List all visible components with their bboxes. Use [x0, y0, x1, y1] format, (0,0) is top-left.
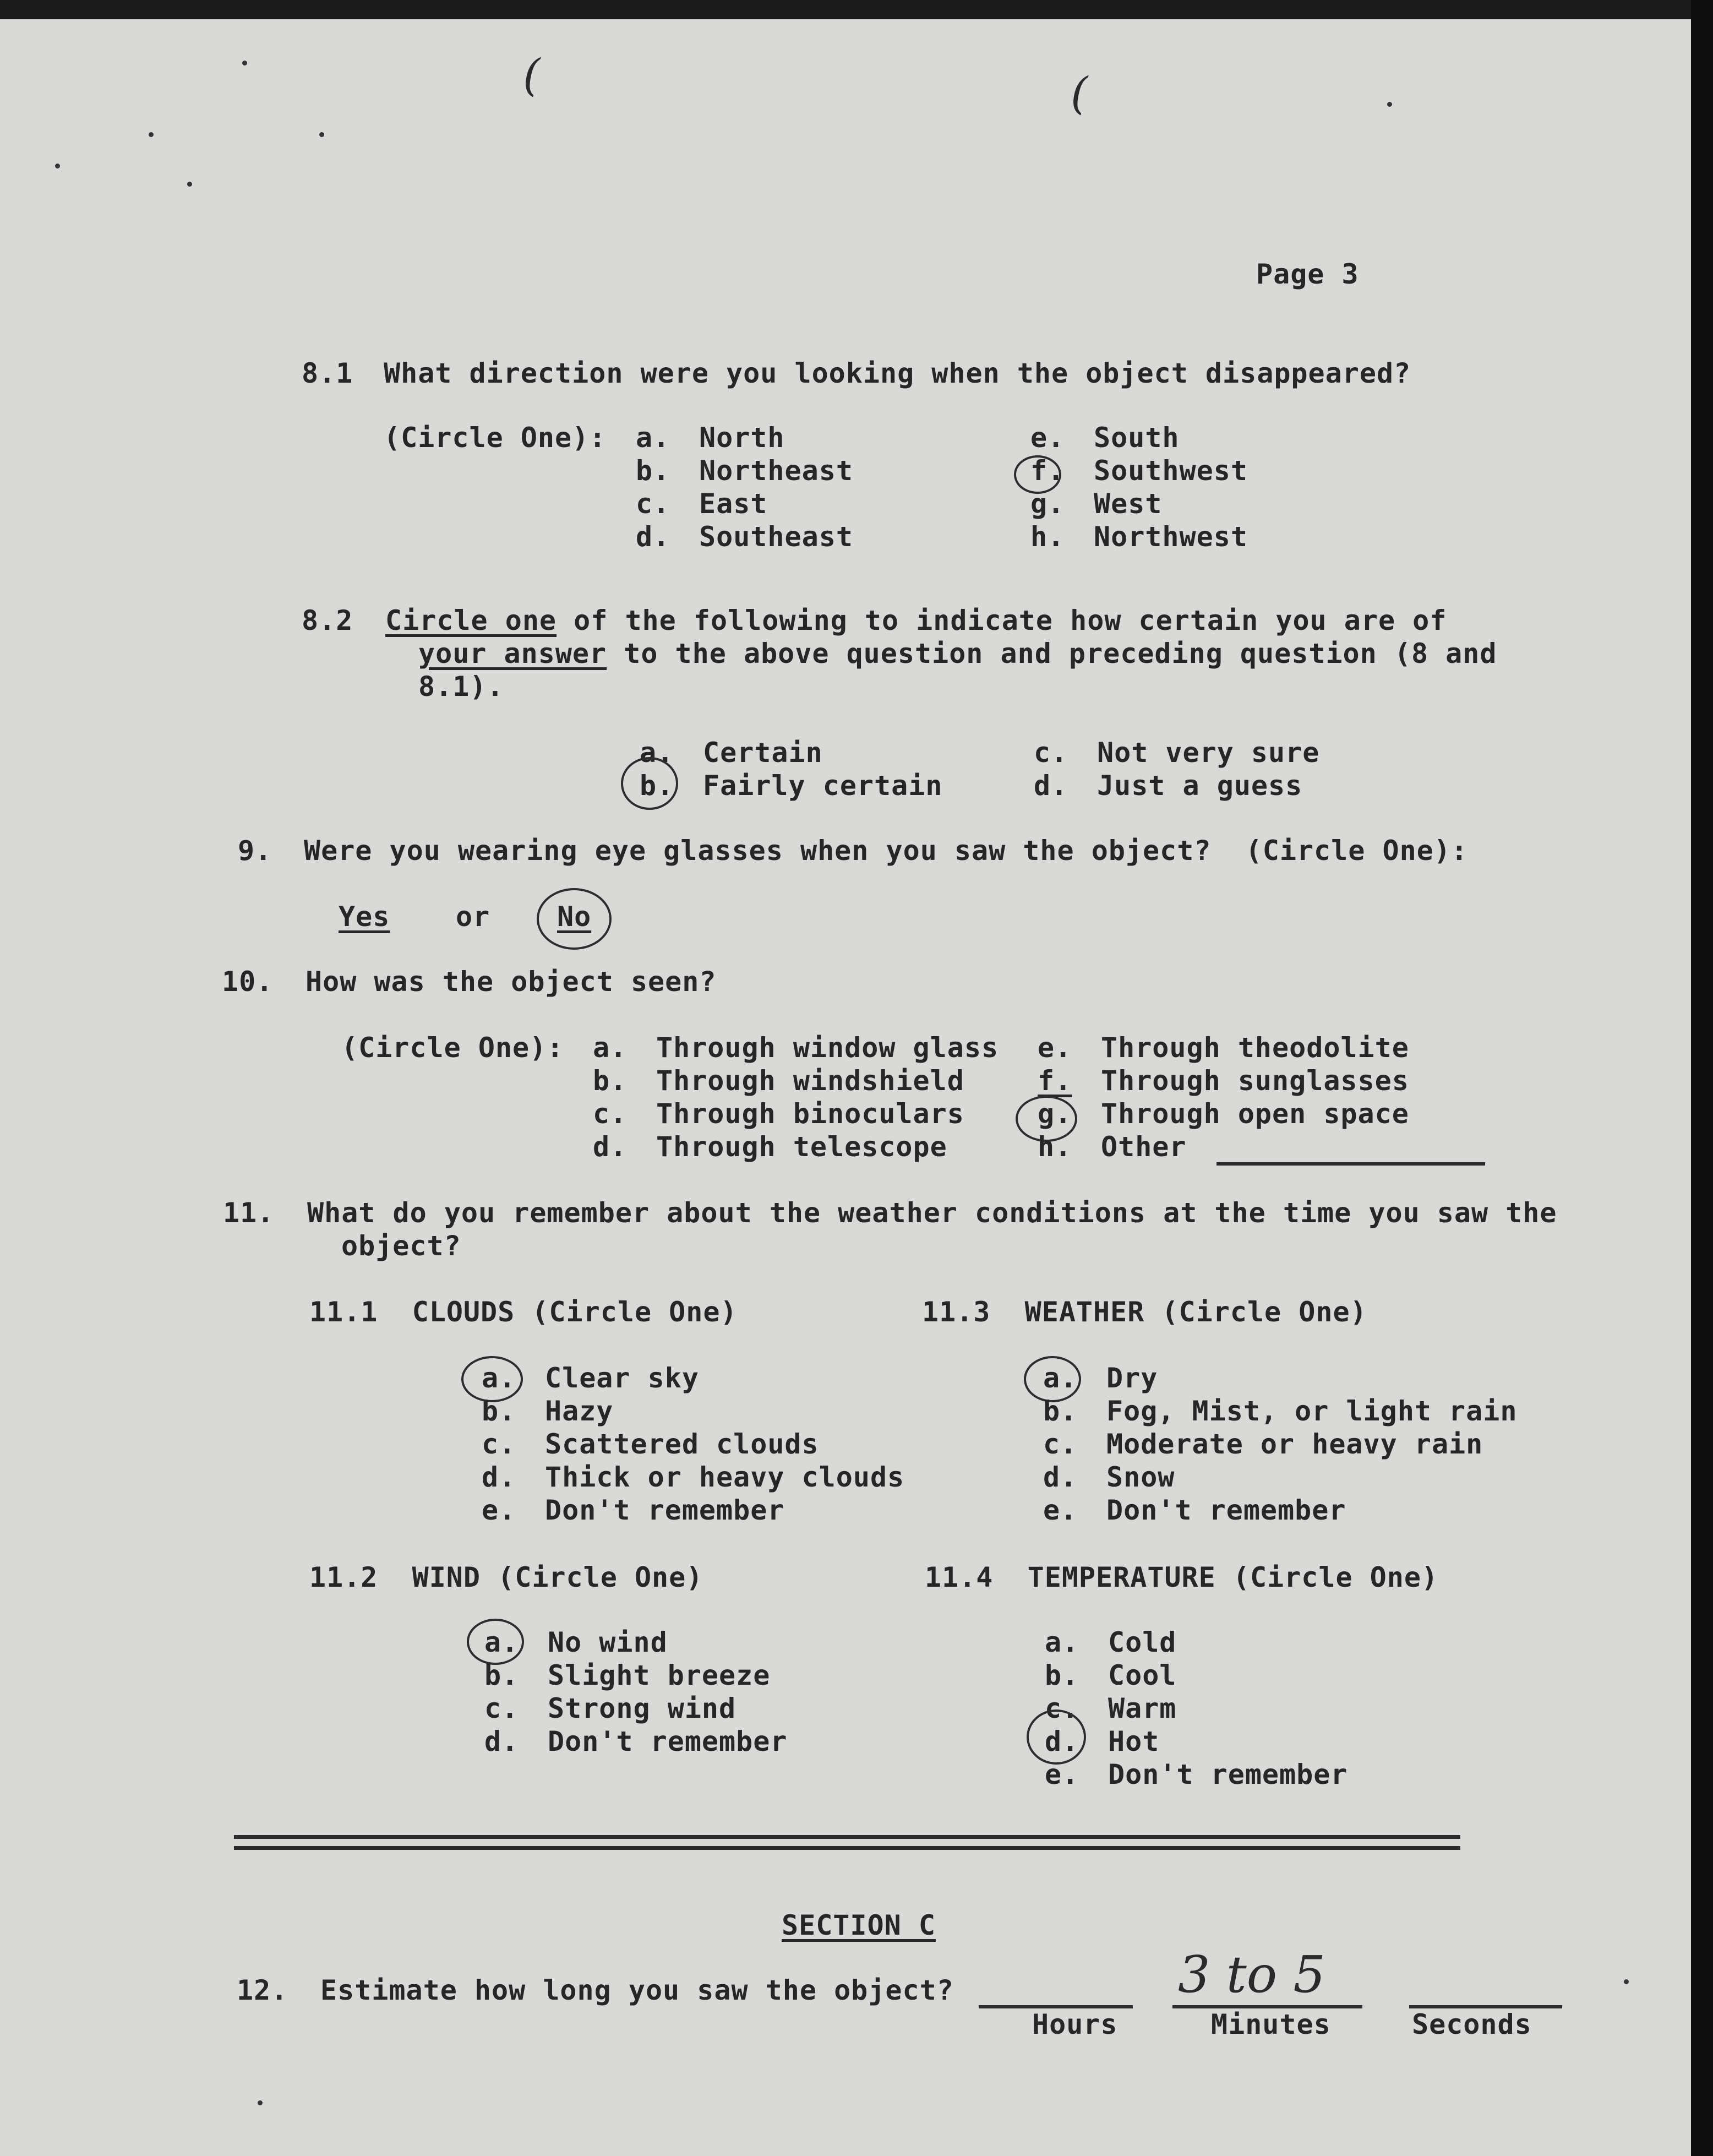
- q8-1-option-letter: e.: [1030, 422, 1065, 454]
- wind-option-letter: c.: [484, 1692, 519, 1724]
- weather-option-letter: d.: [1043, 1461, 1078, 1493]
- q8-1-option-text: East: [699, 488, 768, 520]
- wind-option-text: Don't remember: [548, 1725, 788, 1757]
- q10-option-letter: f.: [1038, 1065, 1072, 1097]
- weather-option-text: Moderate or heavy rain: [1106, 1428, 1483, 1460]
- q10-option-letter: a.: [593, 1032, 628, 1064]
- q9-yes-option: Yes: [339, 901, 390, 933]
- q12-question: Estimate how long you saw the object?: [320, 1974, 954, 2006]
- speck: [1624, 1979, 1629, 1984]
- q10-option-text: Through theodolite: [1101, 1032, 1409, 1064]
- q8-2-text: of the following to indicate how certain you are of: [557, 605, 1447, 636]
- wind-option-text: Strong wind: [548, 1692, 737, 1724]
- document-page: [0, 19, 1691, 2156]
- q10-option-text: Through windshield: [656, 1065, 964, 1097]
- speck: [149, 132, 154, 137]
- q8-2-option-letter: b.: [640, 770, 674, 802]
- clouds-option-text: Thick or heavy clouds: [545, 1461, 905, 1493]
- temperature-option-letter: a.: [1045, 1626, 1079, 1658]
- temperature-option-letter: b.: [1045, 1659, 1079, 1691]
- q10-instruction: (Circle One):: [341, 1032, 564, 1064]
- wind-option-text: No wind: [548, 1626, 668, 1658]
- weather-option-text: Dry: [1106, 1362, 1158, 1394]
- clouds-option-letter: b.: [482, 1395, 516, 1427]
- temperature-option-text: Don't remember: [1108, 1758, 1348, 1790]
- q8-1-option-text: Southwest: [1094, 455, 1248, 487]
- temperature-option-letter: c.: [1045, 1692, 1079, 1724]
- q8-1-option-text: Northeast: [699, 455, 853, 487]
- q8-2-text: to the above question and preceding question (8 and: [607, 638, 1497, 669]
- clouds-option-letter: e.: [482, 1494, 516, 1526]
- other-answer-line: [1216, 1162, 1485, 1166]
- clouds-option-letter: a.: [482, 1362, 516, 1394]
- q8-1-question: What direction were you looking when the object disappeared?: [384, 357, 1411, 389]
- section-divider: [234, 1835, 1460, 1839]
- q8-1-option-letter: d.: [636, 521, 670, 553]
- hand-drawn-circle: [537, 888, 612, 950]
- section-c-heading: SECTION C: [782, 1909, 936, 1941]
- hand-drawn-circle: [1027, 1709, 1086, 1765]
- q10-option-text: Through window glass: [656, 1032, 999, 1064]
- q10-option-text: Through sunglasses: [1101, 1065, 1409, 1097]
- wind-option-letter: b.: [484, 1659, 519, 1691]
- q8-1-option-text: North: [699, 422, 785, 454]
- wind-option-letter: a.: [484, 1626, 519, 1658]
- section-divider: [234, 1846, 1460, 1850]
- q8-1-option-text: West: [1094, 488, 1163, 520]
- q8-2-option-letter: d.: [1034, 770, 1068, 802]
- q8-2-line2: [418, 637, 1497, 670]
- minutes-label: Minutes: [1211, 2008, 1331, 2040]
- wind-option-text: Slight breeze: [548, 1659, 771, 1691]
- q9-or-text: or: [456, 901, 490, 933]
- wind-heading: 11.2 WIND (Circle One): [309, 1561, 703, 1593]
- speck: [258, 2100, 263, 2105]
- clouds-option-letter: c.: [482, 1428, 516, 1460]
- q10-option-text: Other: [1101, 1131, 1187, 1163]
- q8-2-option-text: Fairly certain: [703, 770, 943, 802]
- q8-1-option-letter: g.: [1030, 488, 1065, 520]
- q8-2-option-letter: a.: [640, 737, 674, 769]
- q10-option-letter: d.: [593, 1131, 628, 1163]
- weather-option-letter: b.: [1043, 1395, 1078, 1427]
- q8-1-option-text: Northwest: [1094, 521, 1248, 553]
- temperature-option-text: Warm: [1108, 1692, 1177, 1724]
- q8-2-underlined-text: Circle one: [385, 605, 557, 636]
- weather-option-letter: e.: [1043, 1494, 1078, 1526]
- temperature-heading: 11.4 TEMPERATURE (Circle One): [925, 1561, 1439, 1593]
- speck: [55, 164, 60, 168]
- q10-option-letter: b.: [593, 1065, 628, 1097]
- q9-question: Were you wearing eye glasses when you saw the object? (Circle One):: [304, 835, 1468, 867]
- hours-label: Hours: [1032, 2008, 1118, 2040]
- q9-number: 9.: [238, 835, 272, 867]
- q10-option-text: Through open space: [1101, 1098, 1409, 1130]
- scan-edge: [1691, 0, 1713, 2156]
- q8-1-instruction: (Circle One):: [384, 422, 607, 454]
- clouds-option-text: Hazy: [545, 1395, 614, 1427]
- q11-question-line2: object?: [341, 1230, 461, 1262]
- q8-1-option-text: Southeast: [699, 521, 853, 553]
- q10-option-text: Through binoculars: [656, 1098, 964, 1130]
- temperature-option-letter: d.: [1045, 1725, 1079, 1757]
- q8-1-option-letter: b.: [636, 455, 670, 487]
- weather-option-text: Don't remember: [1106, 1494, 1346, 1526]
- temperature-option-text: Cold: [1108, 1626, 1177, 1658]
- q8-2-underlined-text: your answer: [418, 638, 607, 669]
- q8-2-line1: [385, 604, 1447, 637]
- q10-option-letter: c.: [593, 1098, 628, 1130]
- clouds-option-text: Don't remember: [545, 1494, 785, 1526]
- q11-question-line1: What do you remember about the weather conditions at the time you saw the: [307, 1197, 1557, 1229]
- speck: [242, 61, 247, 66]
- wind-option-letter: d.: [484, 1725, 519, 1757]
- clouds-option-letter: d.: [482, 1461, 516, 1493]
- speck: [319, 132, 324, 137]
- weather-option-letter: c.: [1043, 1428, 1078, 1460]
- q10-question: How was the object seen?: [305, 966, 717, 998]
- speck: [1387, 102, 1392, 107]
- punch-mark-right: (: [1071, 68, 1088, 119]
- q8-1-option-letter: c.: [636, 488, 670, 520]
- q12-number: 12.: [237, 1974, 288, 2006]
- q10-option-letter: g.: [1038, 1098, 1072, 1130]
- q9-no-option: No: [557, 901, 592, 933]
- temperature-option-text: Cool: [1108, 1659, 1177, 1691]
- q8-2-option-text: Not very sure: [1097, 737, 1320, 769]
- q10-number: 10.: [222, 966, 274, 998]
- seconds-label: Seconds: [1412, 2008, 1532, 2040]
- q8-2-option-text: Just a guess: [1097, 770, 1303, 802]
- q8-1-number: 8.1: [302, 357, 353, 389]
- q8-2-line3: 8.1).: [418, 671, 504, 703]
- clouds-option-text: Scattered clouds: [545, 1428, 819, 1460]
- weather-option-text: Snow: [1106, 1461, 1175, 1493]
- q10-option-text: Through telescope: [656, 1131, 947, 1163]
- weather-option-letter: a.: [1043, 1362, 1078, 1394]
- weather-heading: 11.3 WEATHER (Circle One): [922, 1296, 1367, 1328]
- q8-2-option-text: Certain: [703, 737, 823, 769]
- weather-option-text: Fog, Mist, or light rain: [1106, 1395, 1518, 1427]
- punch-mark-left: (: [523, 50, 541, 101]
- q8-2-option-letter: c.: [1034, 737, 1068, 769]
- minutes-handwritten-value: 3 to 5: [1178, 1945, 1325, 2004]
- q10-option-letter: e.: [1038, 1032, 1072, 1064]
- q8-2-number: 8.2: [302, 605, 353, 636]
- page-number: Page 3: [1256, 258, 1359, 290]
- clouds-option-text: Clear sky: [545, 1362, 699, 1394]
- hand-drawn-circle: [467, 1619, 524, 1665]
- q8-1-option-letter: f.: [1030, 455, 1065, 487]
- clouds-heading: 11.1 CLOUDS (Circle One): [309, 1296, 738, 1328]
- hand-drawn-circle: [621, 757, 678, 810]
- q8-1-option-letter: a.: [636, 422, 670, 454]
- temperature-option-text: Hot: [1108, 1725, 1160, 1757]
- q11-number: 11.: [223, 1197, 275, 1229]
- speck: [187, 182, 192, 187]
- q8-1-option-text: South: [1094, 422, 1180, 454]
- q10-option-letter: h.: [1038, 1131, 1072, 1163]
- temperature-option-letter: e.: [1045, 1758, 1079, 1790]
- q8-1-option-letter: h.: [1030, 521, 1065, 553]
